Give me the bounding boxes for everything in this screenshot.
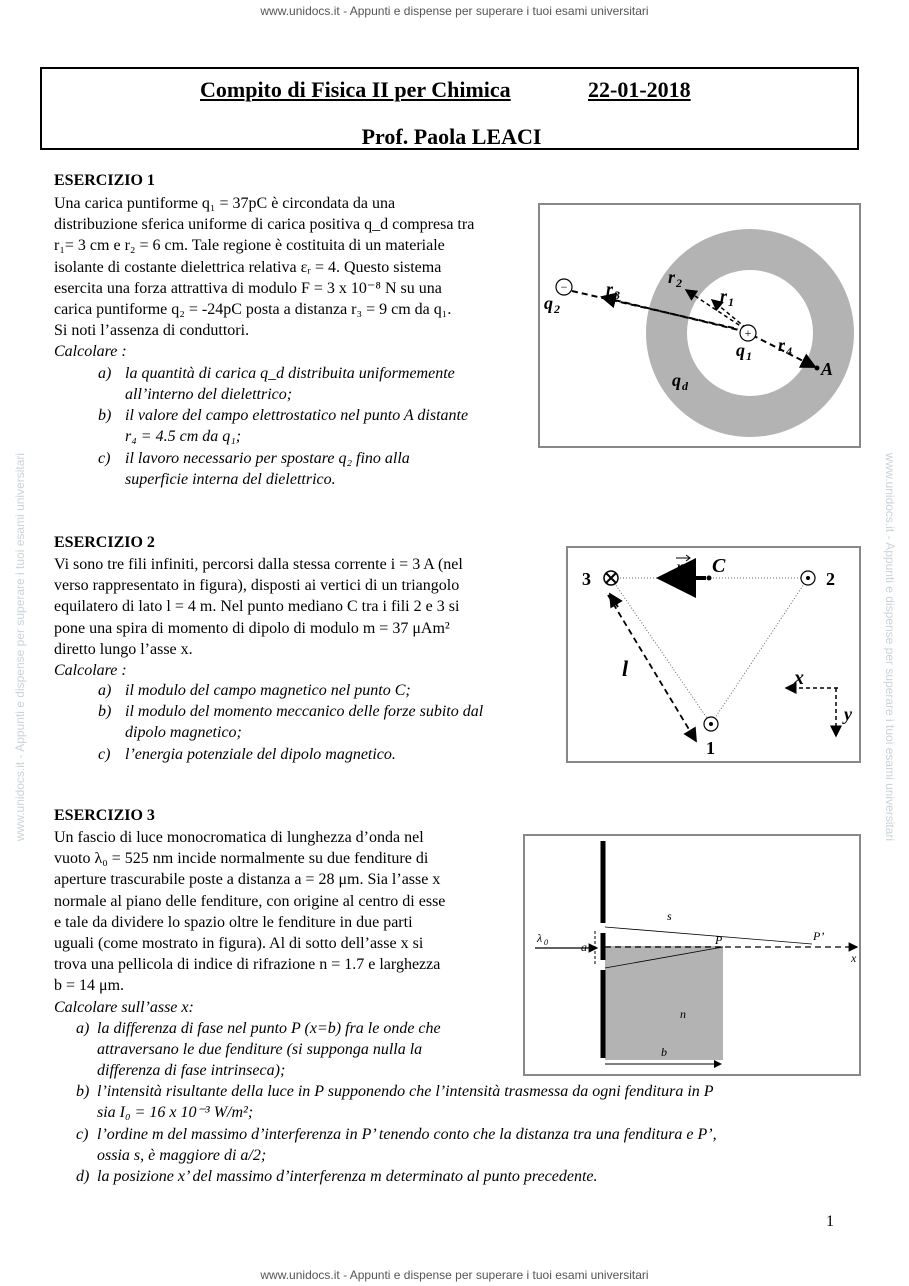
n-label: n: [680, 1007, 686, 1021]
exercise-2-item-a: [98, 680, 543, 701]
exercise-3-line: uguali (come mostrato in figura). Al di sotto dell’asse x si: [54, 935, 424, 953]
exercise-1-item-b: [98, 405, 528, 447]
y-axis-label: y: [844, 704, 852, 724]
exercise-1-item-c: [98, 448, 528, 490]
exercise-1-line: Si noti l’assenza di conduttori.: [54, 322, 250, 340]
exercise-1-line: carica puntiforme q₂ = -24pC posta a distanza r₃ = 9 cm da q₁.: [54, 301, 452, 319]
exercise-1-line: esercita una forza attrattiva di modulo F = 3 x 10⁻⁸ N su una: [54, 279, 442, 297]
x-axis-label: x: [794, 667, 804, 689]
m-label: m: [676, 557, 691, 579]
exercise-1-item-a: [98, 363, 528, 405]
P-prime-label: P’: [813, 929, 825, 943]
item-line: la posizione x’ del massimo d’interferenza m determinato al punto precedente.: [97, 1168, 598, 1185]
exercise-2-line: diretto lungo l’asse x.: [54, 640, 193, 658]
item-line: la quantità di carica q_d distribuita uniformemente: [125, 365, 455, 382]
item-label: a): [76, 1020, 90, 1037]
triangle-side-31: [611, 578, 711, 724]
item-line: all’interno del dielettrico;: [125, 386, 293, 403]
wire-1-dot: [709, 722, 713, 726]
exercise-3-line: b = 14 μm.: [54, 977, 125, 995]
exercise-1-line: r₁= 3 cm e r₂ = 6 cm. Tale regione è costituita di un materiale: [54, 237, 445, 255]
triangle-side-21: [711, 578, 808, 724]
exercise-3-line: Un fascio di luce monocromatica di lunghezza d’onda nel: [54, 829, 424, 846]
r2-label: r: [668, 267, 676, 287]
figure-1-svg: [540, 205, 859, 446]
exercise-3-line: normale al piano delle fenditure, con origine al centro di esse: [54, 892, 446, 910]
figure-3-svg: [525, 836, 859, 1074]
figure-2-wire-triangle: [566, 546, 861, 763]
exercise-2-line: Vi sono tre fili infiniti, percorsi dalla stessa corrente i = 3 A (nel: [54, 556, 463, 573]
watermark-side-right: www.unidocs.it - Appunti e dispense per superare i tuoi esami universitari: [883, 452, 897, 842]
lambda-label: λ: [537, 931, 543, 945]
film-region: [605, 946, 723, 1060]
r3-label-sub: 3: [614, 288, 620, 302]
s-label: s: [667, 909, 672, 923]
exercise-3-item-c: [76, 1124, 836, 1166]
item-label: c): [98, 450, 111, 467]
q1-label: q: [736, 340, 745, 360]
exam-date: 22-01-2018: [588, 77, 691, 102]
exercise-3-line: trova una pellicola di indice di rifrazione n = 1.7 e larghezza: [54, 956, 441, 974]
exam-header: [40, 67, 859, 150]
point-C: [707, 576, 712, 581]
exercise-3-calc-label: Calcolare sull’asse x:: [54, 998, 194, 1016]
exercise-1-calc-label: Calcolare :: [54, 343, 127, 361]
r2-label-sub: 2: [676, 276, 682, 290]
P-label: P: [715, 933, 723, 947]
item-line: l’intensità risultante della luce in P supponendo che l’intensità trasmessa da ogni fenditura in P: [97, 1083, 714, 1100]
item-line: la differenza di fase nel punto P (x=b) fra le onde che: [97, 1020, 441, 1037]
l-label: l: [622, 656, 629, 681]
exercise-2-calc-label: Calcolare :: [54, 662, 127, 680]
wire-2-label: 2: [826, 569, 835, 589]
exercise-3-item-a: [76, 1018, 516, 1081]
a-label: a: [581, 940, 587, 954]
r1-label: r: [720, 286, 728, 306]
item-line: il lavoro necessario per spostare q₂ fino alla: [125, 450, 410, 467]
wire-1-label: 1: [706, 738, 715, 758]
exercise-1-line: Una carica puntiforme q₁ = 37pC è circondata da una: [54, 195, 396, 212]
exercise-3-line: e tale da dividere lo spazio oltre le fenditure in due parti: [54, 913, 413, 931]
item-line: attraversano le due fenditure (si supponga nulla la: [97, 1041, 423, 1058]
item-label: d): [76, 1168, 90, 1185]
r1-label-sub: 1: [728, 295, 734, 309]
watermark-bottom: www.unidocs.it - Appunti e dispense per superare i tuoi esami universitari: [260, 1268, 649, 1282]
exercise-1-title: ESERCIZIO 1: [54, 172, 155, 189]
item-line: dipolo magnetico;: [125, 724, 242, 741]
figure-3-double-slit: [523, 834, 861, 1076]
item-label: b): [76, 1083, 90, 1100]
exercise-1-line: isolante di costante dielettrica relativa εᵣ = 4. Questo sistema: [54, 258, 442, 276]
item-line: il modulo del campo magnetico nel punto C;: [125, 682, 411, 699]
exercise-2-item-b: [98, 701, 543, 743]
wire-2-dot: [806, 576, 810, 580]
lambda-label-sub: 0: [544, 938, 548, 947]
item-line: l’energia potenziale del dipolo magnetico.: [125, 746, 396, 763]
exam-title: Compito di Fisica II per Chimica: [200, 77, 511, 102]
r4-label-sub: 4: [786, 344, 792, 358]
exercise-2-item-c: [98, 744, 543, 765]
item-line: r₄ = 4.5 cm da q₁;: [125, 428, 242, 445]
r4-label: r: [778, 335, 786, 355]
item-label: c): [98, 746, 111, 763]
point-A-dot: [815, 366, 820, 371]
path-s-line: [605, 927, 812, 944]
q1-label-sub: 1: [746, 349, 752, 363]
exercise-2-text: [54, 554, 463, 681]
professor-name: Prof. Paola LEACI: [361, 124, 542, 149]
figure-2-svg: [568, 548, 859, 761]
exercise-3-title: ESERCIZIO 3: [54, 807, 155, 824]
item-line: l’ordine m del massimo d’interferenza in P’ tenendo conto che la distanza tra una fenditura e P’,: [97, 1126, 717, 1143]
q1-sign: +: [744, 326, 752, 340]
item-label: b): [98, 703, 112, 720]
qd-label: q: [672, 370, 681, 390]
item-label: a): [98, 365, 112, 382]
item-line: il valore del campo elettrostatico nel punto A distante: [125, 407, 469, 424]
exercise-2-line: pone una spira di momento di dipolo di modulo m = 37 μAm²: [54, 619, 450, 637]
b-label: b: [661, 1045, 667, 1059]
item-line: superficie interna del dielettrico.: [125, 471, 336, 488]
point-A-label: A: [821, 359, 834, 379]
exercise-1-text: [54, 193, 474, 363]
exercise-3-line: vuoto λ₀ = 525 nm incide normalmente su due fenditure di: [54, 850, 429, 868]
wire-3-label: 3: [582, 569, 591, 589]
exercise-3-item-d: [76, 1166, 836, 1187]
item-line: differenza di fase intrinseca);: [97, 1062, 286, 1079]
q2-label: q: [544, 293, 553, 313]
exercise-2-line: equilatero di lato l = 4 m. Nel punto mediano C tra i fili 2 e 3 si: [54, 598, 460, 616]
item-label: b): [98, 407, 112, 424]
exercise-3-text: [54, 827, 445, 1018]
item-label: a): [98, 682, 112, 699]
exercise-1-line: distribuzione sferica uniforme di carica positiva q_d compresa tra: [54, 216, 475, 234]
C-label: C: [712, 555, 726, 577]
figure-1-dielectric-shell: [538, 203, 861, 448]
page-number: 1: [826, 1213, 834, 1230]
exercise-3-item-b: [76, 1081, 836, 1123]
q2-label-sub: 2: [554, 302, 560, 316]
x-axis-label: x: [851, 951, 857, 965]
r3-label: r: [606, 279, 614, 299]
item-line: il modulo del momento meccanico delle forze subito dal: [125, 703, 484, 720]
exercise-2-line: verso rappresentato in figura), disposti ai vertici di un triangolo: [54, 577, 460, 595]
item-line: sia I₀ = 16 x 10⁻³ W/m²;: [97, 1104, 254, 1121]
watermark-side-left: www.unidocs.it - Appunti e dispense per superare i tuoi esami universitari: [13, 452, 27, 842]
exercise-2-title: ESERCIZIO 2: [54, 534, 155, 551]
qd-label-sub: d: [682, 379, 688, 393]
item-label: c): [76, 1126, 89, 1143]
exercise-3-line: aperture trascurabile poste a distanza a = 28 μm. Sia l’asse x: [54, 871, 441, 889]
watermark-top: www.unidocs.it - Appunti e dispense per superare i tuoi esami universitari: [260, 4, 649, 18]
q2-sign: −: [560, 280, 568, 294]
item-line: ossia s, è maggiore di a/2;: [97, 1147, 267, 1164]
